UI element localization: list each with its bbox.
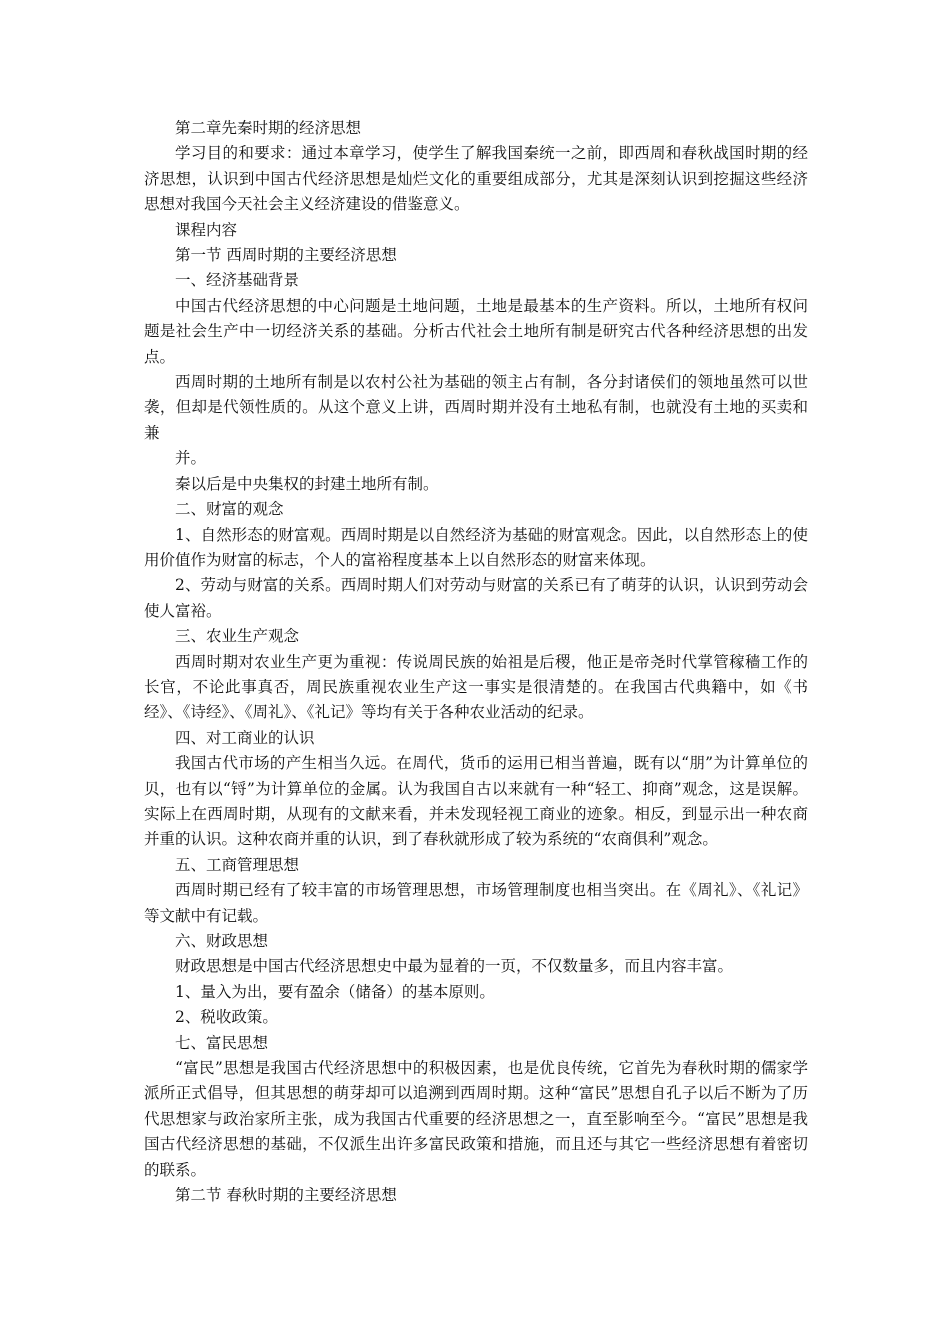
paragraph-agriculture: 西周时期对农业生产更为重视：传说周民族的始祖是后稷，他正是帝尧时代掌管稼穑工作的长官，不论此事真否，周民族重视农业生产这一事实是很清楚的。在我国古代典籍中，如《书经》、《诗经》、《周礼》、《礼记》等均有关于各种农业活动的纪录。: [144, 652, 808, 722]
paragraph-labor-wealth: 2、劳动与财富的关系。西周时期人们对劳动与财富的关系已有了萌芽的认识，认识到劳动会使人富裕。: [144, 576, 808, 620]
course-content-heading: 课程内容: [175, 220, 238, 239]
paragraph-qin-system: 秦以后是中央集权的封建土地所有制。: [175, 474, 439, 493]
subheading-enrich-people: 七、富民思想: [175, 1033, 269, 1052]
subheading-agriculture: 三、农业生产观念: [175, 627, 300, 646]
paragraph-fragment: 并。: [175, 449, 207, 468]
subheading-economic-background: 一、经济基础背景: [175, 271, 300, 290]
learning-objectives: 学习目的和要求：通过本章学习，使学生了解我国秦统一之前，即西周和春秋战国时期的经济思想，认识到中国古代经济思想是灿烂文化的重要组成部分，尤其是深刻认识到挖掘这些经济思想对我国今天社会主义经济建设的借鉴意义。: [144, 144, 808, 214]
paragraph-land-ownership: 西周时期的土地所有制是以农村公社为基础的领主占有制，各分封诸侯们的领地虽然可以世袭，但却是代领性质的。从这个意义上讲，西周时期并没有土地私有制，也就没有土地的买卖和兼: [144, 373, 808, 442]
paragraph-fiscal: 财政思想是中国古代经济思想史中最为显着的一页，不仅数量多，而且内容丰富。: [175, 957, 734, 976]
section-2-heading: 第二节 春秋时期的主要经济思想: [175, 1186, 397, 1205]
subheading-commerce-management: 五、工商管理思想: [175, 855, 300, 874]
section-1-heading: 第一节 西周时期的主要经济思想: [175, 246, 397, 265]
paragraph-land-problem: 中国古代经济思想的中心问题是土地问题，土地是最基本的生产资料。所以，土地所有权问题是社会生产中一切经济关系的基础。分析古代社会土地所有制是研究古代各种经济思想的出发点。: [144, 296, 808, 366]
subheading-commerce: 四、对工商业的认识: [175, 728, 315, 747]
paragraph-commerce: 我国古代市场的产生相当久远。在周代，货币的运用已相当普遍，既有以“朋”为计算单位的贝，也有以“锊”为计算单位的金属。认为我国自古以来就有一种“轻工、抑商”观念，这是误解。实际上在西周时期，从现有的文献来看，并未发现轻视工商业的迹象。相反，到显示出一种农商并重的认识。这种农商并重的认识，到了春秋就形成了较为系统的“农商俱利”观念。: [144, 754, 808, 849]
chapter-title: 第二章先秦时期的经济思想: [175, 119, 362, 137]
subheading-wealth-concept: 二、财富的观念: [175, 500, 284, 519]
subheading-fiscal: 六、财政思想: [175, 932, 269, 950]
document-body: [144, 116, 808, 1208]
list-item-fiscal-1: 1、量入为出，要有盈余（储备）的基本原则。: [175, 982, 495, 1001]
paragraph-commerce-management: 西周时期已经有了较丰富的市场管理思想，市场管理制度也相当突出。在《周礼》、《礼记》等文献中有记载。: [144, 881, 808, 925]
paragraph-enrich-people: “富民”思想是我国古代经济思想中的积极因素，也是优良传统，它首先为春秋时期的儒家学派所正式倡导，但其思想的萌芽却可以追溯到西周时期。这种“富民”思想自孔子以后不断为了历代思想家与政治家所主张，成为我国古代重要的经济思想之一，直至影响至今。“富民”思想是我国古代经济思想的基础，不仅派生出许多富民政策和措施，而且还与其它一些经济思想有着密切的联系。: [144, 1059, 808, 1179]
list-item-fiscal-2: 2、税收政策。: [175, 1008, 278, 1027]
paragraph-natural-wealth: 1、自然形态的财富观。西周时期是以自然经济为基础的财富观念。因此，以自然形态上的使用价值作为财富的标志，个人的富裕程度基本上以自然形态的财富来体现。: [144, 525, 808, 569]
